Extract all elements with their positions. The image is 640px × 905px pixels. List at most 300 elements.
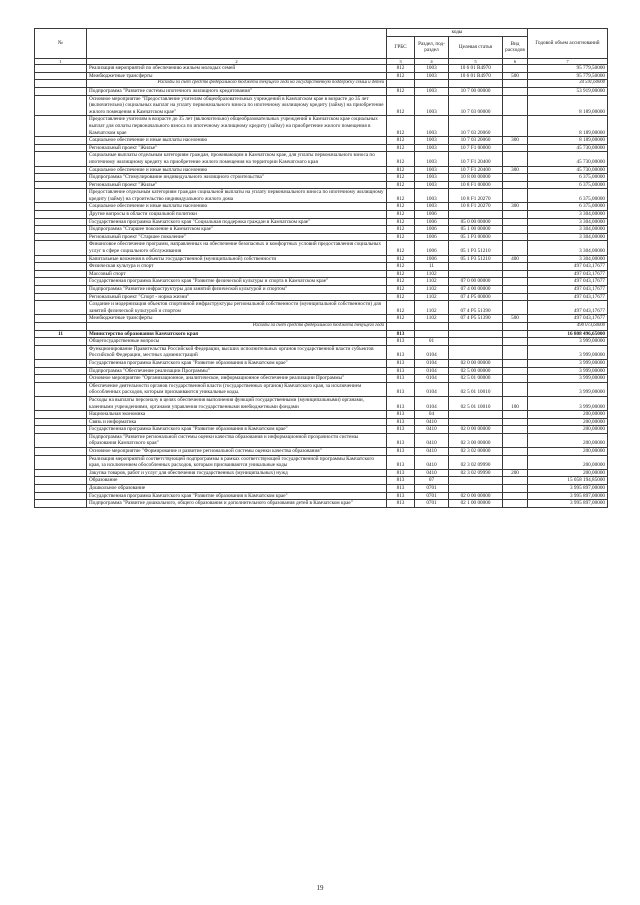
row-grbs: 812 xyxy=(387,293,415,301)
row-number xyxy=(35,255,87,263)
row-target: 02 5 01 10010 xyxy=(449,382,503,396)
row-grbs xyxy=(387,322,415,330)
row-sum: 6 375,00000 xyxy=(528,189,608,203)
row-number xyxy=(35,418,87,426)
row-number xyxy=(35,382,87,396)
row-name: Государственная программа Камчатского края "Развитие образования в Камчатском крае" xyxy=(87,492,387,500)
row-section: 1003 xyxy=(415,116,449,137)
row-grbs: 813 xyxy=(387,338,415,346)
row-number xyxy=(35,270,87,278)
row-target xyxy=(449,322,503,330)
row-name: Подпрограмма "Старшее поколение в Камчатском крае" xyxy=(87,226,387,234)
row-name: Связь и информатика xyxy=(87,418,387,426)
row-type: 300 xyxy=(503,137,528,145)
row-type xyxy=(503,367,528,375)
row-section xyxy=(415,322,449,330)
row-target: 02 3 02 09990 xyxy=(449,469,503,477)
index-row xyxy=(35,58,608,65)
row-target: 02 1 00 00000 xyxy=(449,500,503,508)
table-row xyxy=(35,433,608,447)
row-target: 05 1 P3 51210 xyxy=(449,241,503,255)
table-row xyxy=(35,278,608,286)
row-grbs xyxy=(387,80,415,88)
table-row xyxy=(35,455,608,469)
row-section: 0410 xyxy=(415,426,449,434)
row-name: Расходы на выплаты персоналу в целях обеспечения выполнения функций государственными (муниципальными) органами, казенными учреждениями, органами управления государственными внебюджетными фондами xyxy=(87,396,387,410)
row-grbs: 813 xyxy=(387,455,415,469)
row-grbs: 812 xyxy=(387,189,415,203)
table-row xyxy=(35,359,608,367)
row-name: Основное мероприятие "Формирование и развитие региональной системы оценки качества образования" xyxy=(87,448,387,456)
row-sum: 200,00000 xyxy=(528,418,608,426)
row-grbs: 812 xyxy=(387,226,415,234)
row-section: 1006 xyxy=(415,218,449,226)
row-target: 02 0 00 00000 xyxy=(449,359,503,367)
row-name: Подпрограмма "Стимулирование индивидуального жилищного строительства" xyxy=(87,174,387,182)
row-number xyxy=(35,87,87,95)
row-sum: 8 189,00000 xyxy=(528,95,608,116)
row-grbs: 813 xyxy=(387,485,415,493)
table-row xyxy=(35,218,608,226)
row-type xyxy=(503,263,528,271)
row-grbs: 812 xyxy=(387,270,415,278)
row-section: 1102 xyxy=(415,270,449,278)
row-grbs: 813 xyxy=(387,382,415,396)
row-type xyxy=(503,270,528,278)
row-number xyxy=(35,477,87,485)
row-section: 1102 xyxy=(415,278,449,286)
index-cell: 5 xyxy=(449,58,503,65)
row-section: 1006 xyxy=(415,211,449,219)
row-sum: 6 375,00000 xyxy=(528,203,608,211)
row-name: Межбюджетные трансферты xyxy=(87,315,387,323)
table-row xyxy=(35,270,608,278)
row-sum: 6 375,00000 xyxy=(528,181,608,189)
row-section: 0701 xyxy=(415,500,449,508)
row-sum: 15 058 194,85000 xyxy=(528,477,608,485)
header-section: Раздел, под-раздел xyxy=(415,36,449,58)
row-name: Закупка товаров, работ и услуг для обеспечения государственных (муниципальных) нужд xyxy=(87,469,387,477)
row-target: 02 3 02 09990 xyxy=(449,455,503,469)
row-target: 10 8 F1 20270 xyxy=(449,203,503,211)
row-number xyxy=(35,263,87,271)
row-name: Социальное обеспечение и иные выплаты населению xyxy=(87,203,387,211)
row-target xyxy=(449,263,503,271)
row-section: 1003 xyxy=(415,95,449,116)
row-sum: 3 304,00000 xyxy=(528,233,608,241)
row-type xyxy=(503,338,528,346)
row-number: 11 xyxy=(35,330,87,338)
row-grbs: 812 xyxy=(387,218,415,226)
row-target: 05 1 P3 51210 xyxy=(449,255,503,263)
row-type xyxy=(503,426,528,434)
row-number xyxy=(35,492,87,500)
row-target xyxy=(449,270,503,278)
header-target: Целевая статья xyxy=(449,36,503,58)
row-section: 1006 xyxy=(415,255,449,263)
row-grbs: 812 xyxy=(387,255,415,263)
row-target: 07 4 P5 51390 xyxy=(449,301,503,315)
table-row xyxy=(35,137,608,145)
row-sum: 497 043,17677 xyxy=(528,301,608,315)
row-type xyxy=(503,218,528,226)
table-row xyxy=(35,322,608,330)
row-target: 10 6 01 R4970 xyxy=(449,72,503,80)
row-section: 0104 xyxy=(415,367,449,375)
row-section: 1102 xyxy=(415,286,449,294)
row-number xyxy=(35,144,87,152)
row-grbs: 813 xyxy=(387,359,415,367)
row-type xyxy=(503,500,528,508)
row-section: 0410 xyxy=(415,418,449,426)
row-section: 1003 xyxy=(415,166,449,174)
row-name: Подпрограмма "Развитие региональной системы оценки качества образования и информационной прозрачности системы образования Камчатского края" xyxy=(87,433,387,447)
row-target xyxy=(449,330,503,338)
row-number xyxy=(35,166,87,174)
row-type xyxy=(503,174,528,182)
row-section: 0104 xyxy=(415,345,449,359)
row-section: 0104 xyxy=(415,382,449,396)
row-number xyxy=(35,80,87,88)
row-type xyxy=(503,375,528,383)
row-sum: 200,00000 xyxy=(528,469,608,477)
row-number xyxy=(35,293,87,301)
row-target xyxy=(449,418,503,426)
row-sum: 8 189,00000 xyxy=(528,116,608,137)
table-row xyxy=(35,500,608,508)
row-target xyxy=(449,80,503,88)
row-section: 1003 xyxy=(415,152,449,166)
row-target: 02 0 00 00000 xyxy=(449,492,503,500)
row-target xyxy=(449,477,503,485)
row-sum: 497 043,17677 xyxy=(528,270,608,278)
row-type xyxy=(503,286,528,294)
row-target: 10 8 00 00000 xyxy=(449,174,503,182)
row-name: Расходы за счет средств федерального бюджета текущего года на государственную поддержку семьи и детей xyxy=(87,80,387,88)
row-target: 02 5 01 00000 xyxy=(449,375,503,383)
row-number xyxy=(35,485,87,493)
row-sum: 8 189,00000 xyxy=(528,137,608,145)
row-number xyxy=(35,433,87,447)
row-number xyxy=(35,137,87,145)
row-sum: 497 043,17677 xyxy=(528,286,608,294)
header-type: Вид расходов xyxy=(503,36,528,58)
index-cell: 1 xyxy=(35,58,87,65)
table-row xyxy=(35,411,608,419)
row-grbs: 812 xyxy=(387,166,415,174)
table-row xyxy=(35,203,608,211)
row-number xyxy=(35,95,87,116)
row-number xyxy=(35,241,87,255)
row-grbs: 812 xyxy=(387,203,415,211)
row-grbs: 813 xyxy=(387,426,415,434)
row-number xyxy=(35,189,87,203)
row-type: 100 xyxy=(503,396,528,410)
row-section: 1102 xyxy=(415,293,449,301)
row-sum: 497 043,17677 xyxy=(528,278,608,286)
table-row xyxy=(35,87,608,95)
row-grbs: 812 xyxy=(387,278,415,286)
row-number xyxy=(35,375,87,383)
row-name: Капитальные вложения в объекты государственной (муниципальной) собственности xyxy=(87,255,387,263)
row-name: Массовый спорт xyxy=(87,270,387,278)
row-section: 1003 xyxy=(415,174,449,182)
row-name: Обеспечение деятельности органов государственной власти (государственных органов) Камчатского края, за исключением обособленных расходов, которым присваиваются уникальные коды. xyxy=(87,382,387,396)
row-name: Общегосударственные вопросы xyxy=(87,338,387,346)
row-sum: 3 999,00000 xyxy=(528,367,608,375)
row-sum: 3 304,00000 xyxy=(528,211,608,219)
table-row xyxy=(35,448,608,456)
row-section: 1003 xyxy=(415,87,449,95)
row-grbs: 812 xyxy=(387,211,415,219)
row-section: 1003 xyxy=(415,137,449,145)
row-grbs: 813 xyxy=(387,345,415,359)
row-number xyxy=(35,448,87,456)
row-grbs: 812 xyxy=(387,152,415,166)
row-name: Подпрограмма "Развитие дошкольного, общего образования и дополнительного образования детей в Камчатском крае" xyxy=(87,500,387,508)
index-cell: 3 xyxy=(387,58,415,65)
row-sum: 3 995 897,00000 xyxy=(528,485,608,493)
row-name: Подпрограмма "Развитие инфраструктуры для занятий физической культурой и спортом" xyxy=(87,286,387,294)
row-sum: 200,00000 xyxy=(528,455,608,469)
row-number xyxy=(35,322,87,330)
row-type xyxy=(503,477,528,485)
row-name: Основное мероприятие "Организационное, аналитическое, информационное обеспечение реализации Программы" xyxy=(87,375,387,383)
table-row xyxy=(35,426,608,434)
row-sum: 34 591,60000 xyxy=(528,80,608,88)
table-row xyxy=(35,396,608,410)
table-row xyxy=(35,492,608,500)
row-type xyxy=(503,80,528,88)
row-name: Подпрограмма "Обеспечение реализации Программы" xyxy=(87,367,387,375)
row-type: 300 xyxy=(503,203,528,211)
row-grbs: 812 xyxy=(387,263,415,271)
row-section: 1006 xyxy=(415,233,449,241)
table-row xyxy=(35,211,608,219)
row-sum: 3 999,00000 xyxy=(528,375,608,383)
row-name: Функционирование Правительства Российской Федерации, высших исполнительных органов государственной власти субъектов Российской Федерации, местных администраций xyxy=(87,345,387,359)
row-grbs: 812 xyxy=(387,116,415,137)
row-sum: 6 375,00000 xyxy=(528,174,608,182)
header-number: № xyxy=(35,29,87,59)
row-section: 1003 xyxy=(415,181,449,189)
table-row xyxy=(35,166,608,174)
row-grbs: 812 xyxy=(387,286,415,294)
row-target: 05 1 00 00000 xyxy=(449,226,503,234)
table-row xyxy=(35,152,608,166)
row-target: 07 4 P5 51390 xyxy=(449,315,503,323)
row-sum: 3 304,00000 xyxy=(528,218,608,226)
row-type xyxy=(503,226,528,234)
row-type xyxy=(503,418,528,426)
row-grbs: 813 xyxy=(387,396,415,410)
row-section: 0104 xyxy=(415,396,449,410)
row-target: 10 7 F1 00000 xyxy=(449,144,503,152)
row-number xyxy=(35,278,87,286)
row-type xyxy=(503,181,528,189)
row-sum: 200,00000 xyxy=(528,426,608,434)
row-type xyxy=(503,95,528,116)
row-number xyxy=(35,338,87,346)
table-row xyxy=(35,72,608,80)
row-grbs: 812 xyxy=(387,241,415,255)
row-section: 1003 xyxy=(415,72,449,80)
row-target: 05 0 00 00000 xyxy=(449,218,503,226)
table-row xyxy=(35,255,608,263)
row-type xyxy=(503,330,528,338)
row-number xyxy=(35,65,87,73)
table-row xyxy=(35,315,608,323)
row-section: 0410 xyxy=(415,448,449,456)
row-number xyxy=(35,367,87,375)
row-name: Образование xyxy=(87,477,387,485)
row-section: 01 xyxy=(415,338,449,346)
row-section: 1006 xyxy=(415,226,449,234)
row-grbs: 812 xyxy=(387,95,415,116)
table-row xyxy=(35,382,608,396)
row-name: Социальное обеспечение и иные выплаты населению xyxy=(87,137,387,145)
header-codes: коды xyxy=(387,29,528,37)
row-type xyxy=(503,345,528,359)
row-type xyxy=(503,448,528,456)
table-row xyxy=(35,189,608,203)
row-name: Создание и модернизация объектов спортивной инфраструктуры региональной собственности (муниципальной собственности) для занятий физической культурой и спортом xyxy=(87,301,387,315)
table-row xyxy=(35,174,608,182)
header-row-top xyxy=(35,29,608,37)
row-sum: 3 304,00000 xyxy=(528,241,608,255)
row-number xyxy=(35,152,87,166)
row-name: Региональный проект "Старшее поколение" xyxy=(87,233,387,241)
row-number xyxy=(35,411,87,419)
row-name: Другие вопросы в области социальной политики xyxy=(87,211,387,219)
row-name: Предоставление учителям в возрасте до 35 лет (включительно) общеобразовательных учреждений в Камчатском крае социальных выплат для оплаты первоначального взноса по ипотечному жилищному кредиту (займу) на приобретение жилого помещения в Камчатском крае xyxy=(87,116,387,137)
table-row xyxy=(35,116,608,137)
row-grbs: 812 xyxy=(387,72,415,80)
row-section: 0410 xyxy=(415,469,449,477)
row-name: Социальное обеспечение и иные выплаты населению xyxy=(87,166,387,174)
row-number xyxy=(35,211,87,219)
row-sum: 3 995 897,00000 xyxy=(528,500,608,508)
row-section: 1006 xyxy=(415,241,449,255)
row-sum: 95 779,50000 xyxy=(528,72,608,80)
budget-table xyxy=(34,28,608,508)
row-name: Реализация мероприятий по обеспечению жильем молодых семей xyxy=(87,65,387,73)
row-target: 10 7 F1 20400 xyxy=(449,152,503,166)
row-number xyxy=(35,203,87,211)
header-name xyxy=(87,29,387,59)
row-target: 05 1 P3 00000 xyxy=(449,233,503,241)
index-cell: 4 xyxy=(415,58,449,65)
row-target: 07 4 00 00000 xyxy=(449,286,503,294)
table-row xyxy=(35,418,608,426)
row-type xyxy=(503,211,528,219)
row-grbs: 813 xyxy=(387,433,415,447)
row-type xyxy=(503,233,528,241)
row-section: 04 xyxy=(415,411,449,419)
row-type xyxy=(503,87,528,95)
row-grbs: 812 xyxy=(387,137,415,145)
row-sum: 53 919,00000 xyxy=(528,87,608,95)
row-section: 0104 xyxy=(415,375,449,383)
table-row xyxy=(35,330,608,338)
row-type xyxy=(503,65,528,73)
row-sum: 3 304,00000 xyxy=(528,226,608,234)
table-row xyxy=(35,80,608,88)
table-row xyxy=(35,338,608,346)
row-grbs: 813 xyxy=(387,330,415,338)
row-grbs: 813 xyxy=(387,411,415,419)
row-type: 300 xyxy=(503,166,528,174)
row-type xyxy=(503,116,528,137)
row-section: 0104 xyxy=(415,359,449,367)
row-number xyxy=(35,181,87,189)
index-cell: 7 xyxy=(528,58,608,65)
row-type xyxy=(503,301,528,315)
row-grbs: 812 xyxy=(387,144,415,152)
row-name: Государственная программа Камчатского края "Социальная поддержка граждан в Камчатском крае" xyxy=(87,218,387,226)
row-type xyxy=(503,241,528,255)
row-name: Региональный проект "Жилье" xyxy=(87,181,387,189)
header-grbs: ГРБС xyxy=(387,36,415,58)
row-sum: 3 995 897,00000 xyxy=(528,492,608,500)
row-number xyxy=(35,116,87,137)
row-number xyxy=(35,455,87,469)
row-name: Государственная программа Камчатского края "Развитие образования в Камчатском крае" xyxy=(87,359,387,367)
table-row xyxy=(35,65,608,73)
table-row xyxy=(35,469,608,477)
table-body xyxy=(35,65,608,508)
table-row xyxy=(35,181,608,189)
table-row xyxy=(35,485,608,493)
row-name: Финансовое обеспечение программ, направленных на обеспечение безопасных и комфортных условий предоставления социальных услуг в сфере социального обслуживания xyxy=(87,241,387,255)
row-name: Социальные выплаты отдельным категориям граждан, проживающим в Камчатском крае, для уплаты первоначального взноса по ипотечному жилищному кредиту на приобретение жилого помещения на территории Камчатского края xyxy=(87,152,387,166)
row-sum: 200,00000 xyxy=(528,448,608,456)
table-row xyxy=(35,367,608,375)
row-number xyxy=(35,359,87,367)
row-name: Государственная программа Камчатского края "Развитие физической культуры и спорта в Камчатском крае" xyxy=(87,278,387,286)
row-grbs: 813 xyxy=(387,469,415,477)
table-row xyxy=(35,226,608,234)
row-target: 10 7 00 00000 xyxy=(449,87,503,95)
row-grbs: 812 xyxy=(387,87,415,95)
row-target: 10 6 01 R4970 xyxy=(449,65,503,73)
row-target: 10 8 F1 00000 xyxy=(449,181,503,189)
row-grbs: 813 xyxy=(387,500,415,508)
row-name: Основное мероприятие "Предоставление учителям общеобразовательных учреждений в Камчатском крае в возрасте до 35 лет (включительно) социальных выплат на уплату первоначального взноса по ипотечному жилищному кредиту (займу) на приобретение жилого помещения в Камчатском крае" xyxy=(87,95,387,116)
row-grbs: 812 xyxy=(387,315,415,323)
row-number xyxy=(35,72,87,80)
row-sum: 3 999,00000 xyxy=(528,345,608,359)
row-name: Реализация мероприятий соответствующей подпрограммы в рамках соответствующей государственной программы Камчатского края, за исключением обособленных расходов, которым присваиваются уникальные коды xyxy=(87,455,387,469)
row-type xyxy=(503,382,528,396)
row-sum: 16 808 496,65000 xyxy=(528,330,608,338)
row-target: 10 7 03 00000 xyxy=(449,95,503,116)
row-section xyxy=(415,330,449,338)
row-sum: 490 073,60000 xyxy=(528,322,608,330)
row-type xyxy=(503,293,528,301)
row-type xyxy=(503,152,528,166)
row-grbs: 813 xyxy=(387,418,415,426)
row-number xyxy=(35,218,87,226)
row-target xyxy=(449,485,503,493)
row-section: 07 xyxy=(415,477,449,485)
row-target: 10 7 03 20060 xyxy=(449,137,503,145)
row-sum: 497 043,17677 xyxy=(528,315,608,323)
row-name: Физическая культура и спорт xyxy=(87,263,387,271)
row-sum: 497 043,17677 xyxy=(528,293,608,301)
row-sum: 3 304,00000 xyxy=(528,255,608,263)
row-grbs: 812 xyxy=(387,181,415,189)
